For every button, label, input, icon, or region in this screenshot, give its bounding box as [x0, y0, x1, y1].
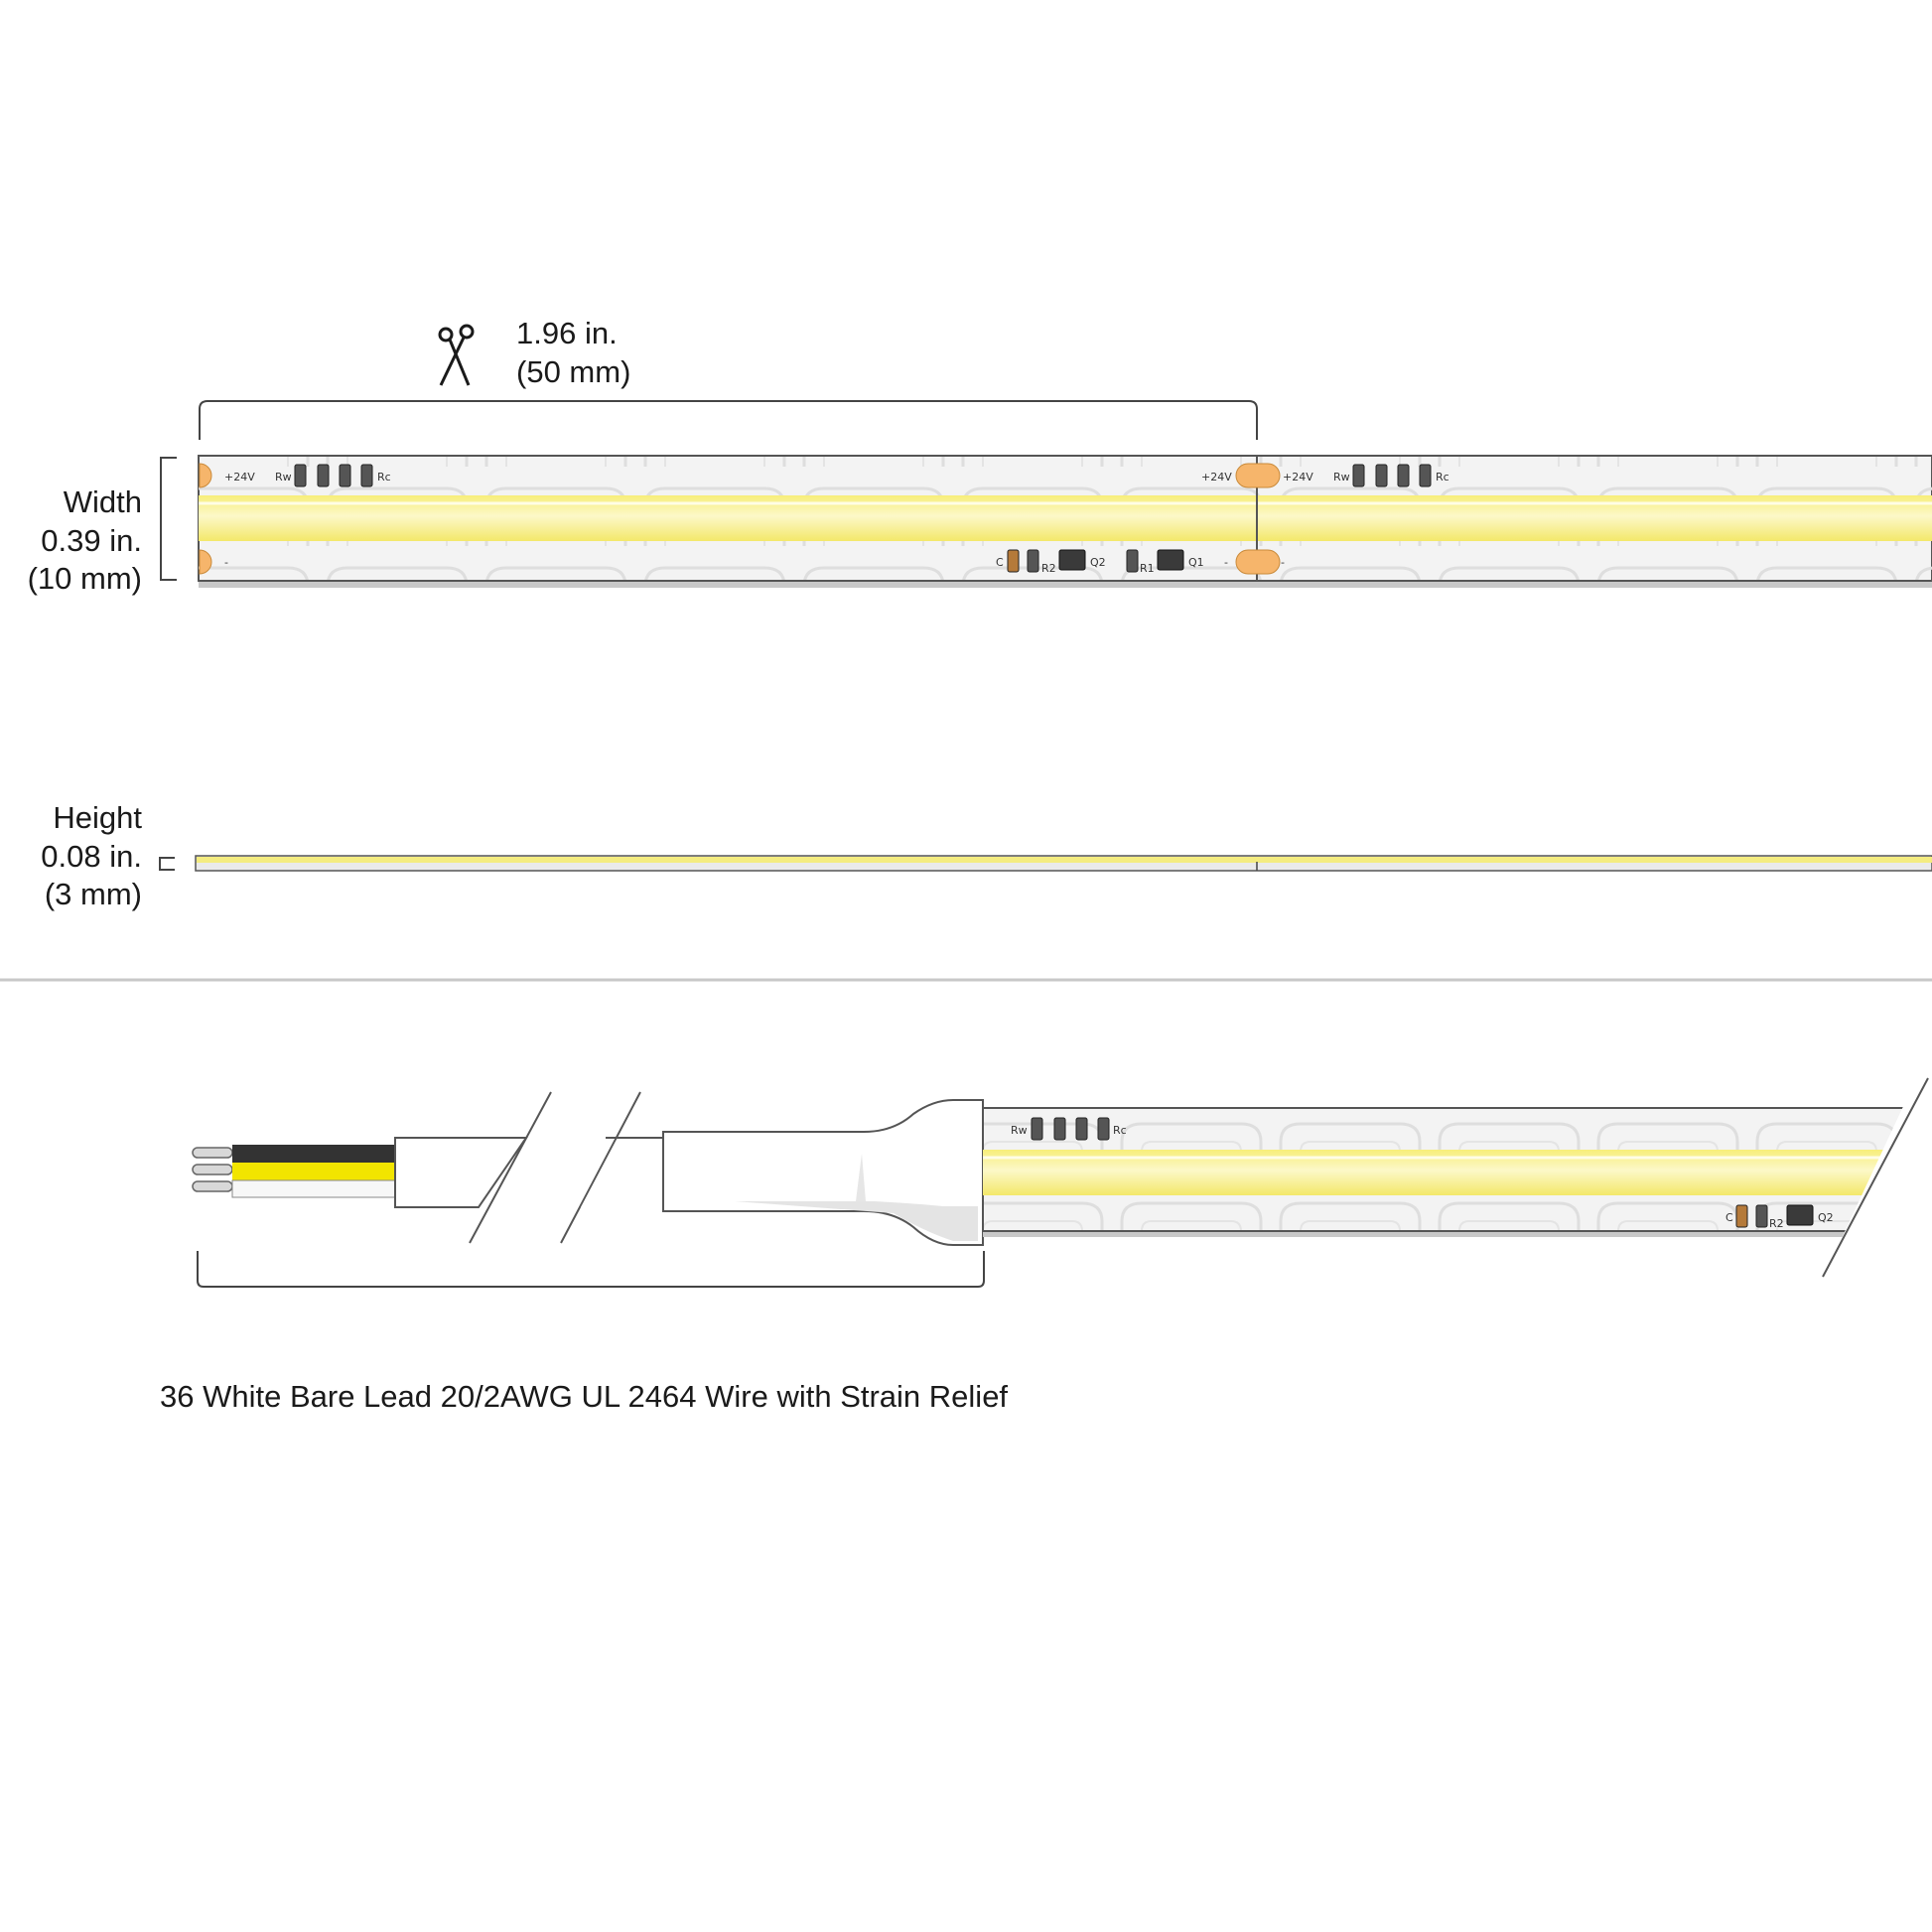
rw-label: Rw [275, 471, 292, 483]
lead-wire-assembly [193, 1072, 1932, 1287]
cut-length-in: 1.96 in. [516, 316, 618, 350]
lead-q2-label: Q2 [1818, 1211, 1834, 1224]
r1-label: R1 [1140, 562, 1155, 575]
pad-label-plus: +24V [224, 471, 255, 483]
cut-length-bracket [200, 401, 1257, 440]
lead-rc-label: Rc [1113, 1124, 1127, 1137]
rc-label-2: Rc [1436, 471, 1449, 483]
led-strip-top-view [199, 456, 1932, 588]
lead-caption: 36 White Bare Lead 20/2AWG UL 2464 Wire with Strain Relief [160, 1379, 1009, 1414]
pad-label-plus-2: +24V [1201, 471, 1232, 483]
width-in: 0.39 in. [41, 523, 142, 558]
pad-label-minus-3: - [1281, 556, 1285, 569]
width-title: Width [63, 484, 142, 519]
height-bracket [160, 858, 175, 870]
lead-r2-label: R2 [1769, 1217, 1784, 1230]
lead-c-label: C [1725, 1211, 1733, 1224]
r2-label: R2 [1041, 562, 1056, 575]
lead-length-bracket [198, 1251, 984, 1287]
rc-label: Rc [377, 471, 391, 483]
scissors-icon [440, 326, 473, 385]
cut-length-mm: (50 mm) [516, 354, 631, 389]
q2-label: Q2 [1090, 556, 1106, 569]
rw-label-2: Rw [1333, 471, 1350, 483]
pad-label-minus-2: - [1224, 556, 1228, 569]
height-in: 0.08 in. [41, 839, 142, 874]
width-mm: (10 mm) [27, 561, 142, 596]
c-label: C [996, 556, 1004, 569]
q1-label: Q1 [1188, 556, 1204, 569]
width-bracket [161, 458, 177, 580]
pad-label-plus-3: +24V [1283, 471, 1313, 483]
height-mm: (3 mm) [44, 877, 142, 911]
pad-label-minus: - [224, 556, 228, 569]
lead-rw-label: Rw [1011, 1124, 1028, 1137]
height-title: Height [53, 800, 142, 835]
led-strip-side-view [160, 856, 1932, 871]
